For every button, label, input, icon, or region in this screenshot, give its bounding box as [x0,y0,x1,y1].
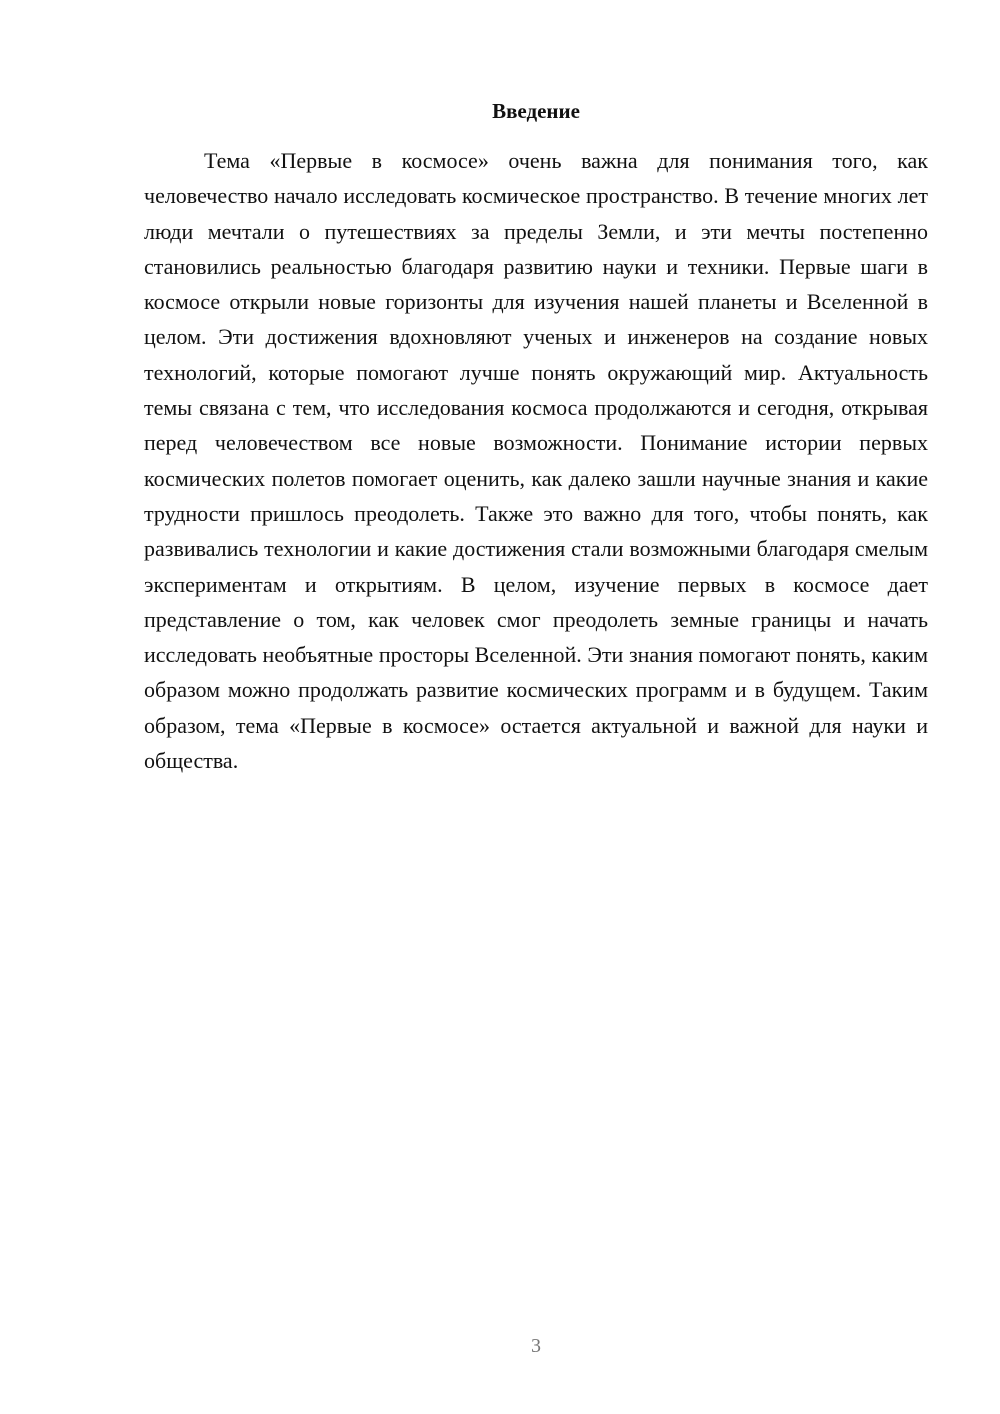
page-number: 3 [531,1335,541,1357]
section-heading: Введение [492,99,580,123]
body-paragraph: Тема «Первые в космосе» очень важна для понимания того, как человечество начало исследовать космическое пространство. В течение многих лет люди мечтали о путешествиях за пределы Земли, и эти мечты постепенно становились реальностью благодаря развитию науки и техники. Первые шаги в космосе открыли новые горизонты для изучения нашей планеты и Вселенной в целом. Эти достижения вдохновляют ученых и инженеров на создание новых технологий, которые помогают лучше понять окружающий мир. Актуальность темы связана с тем, что исследования космоса продолжаются и сегодня, открывая перед человечеством все новые возможности. Понимание истории первых космических полетов помогает оценить, как далеко зашли научные знания и какие трудности пришлось преодолеть. Также это важно для того, чтобы понять, как развивались технологии и какие достижения стали возможными благодаря смелым экспериментам и открытиям. В целом, изучение первых в космосе дает представление о том, как человек смог преодолеть земные границы и начать исследовать необъятные просторы Вселенной. Эти знания помогают понять, каким образом можно продолжать развитие космических программ и в будущем. Таким образом, тема «Первые в космосе» остается актуальной и важной для науки и общества. [144,148,928,774]
